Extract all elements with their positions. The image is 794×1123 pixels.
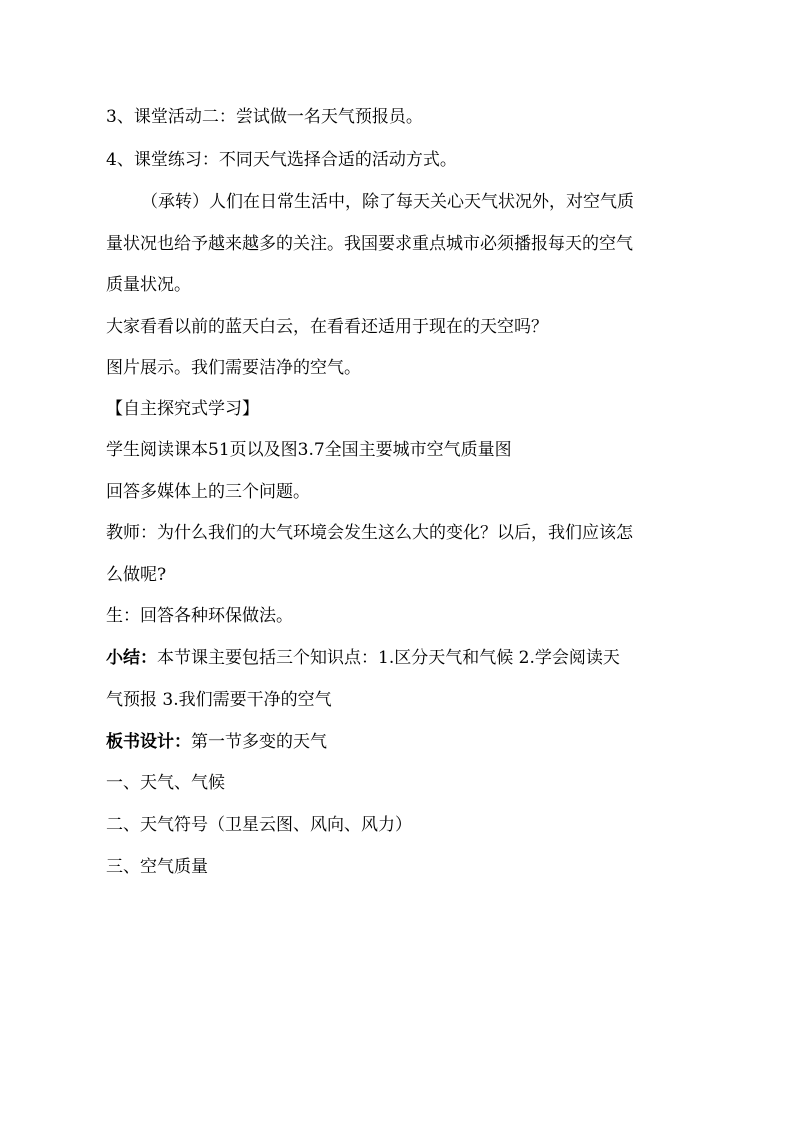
reading-line: 学生阅读课本51页以及图3.7全国主要城市空气质量图 [106,440,512,460]
summary-label: 小结： [106,648,157,668]
question-line: 大家看看以前的蓝天白云，在看看还适用于现在的天空吗？ [106,317,548,337]
summary-text: 本节课主要包括三个知识点：1.区分天气和气候 2.学会阅读天 [157,648,620,668]
transition-line-2: 量状况也给予越来越多的关注。我国要求重点城市必须播报每天的空气 [106,234,633,254]
summary-line-1 [106,647,620,669]
section-heading: 【自主探究式学习】 [106,399,259,419]
board-design-label: 板书设计： [106,732,191,752]
board-design-text: 第一节多变的天气 [191,732,327,752]
board-design-line [106,731,327,753]
transition-line-1: （承转）人们在日常生活中，除了每天关心天气状况外，对空气质 [141,192,634,212]
answer-line: 回答多媒体上的三个问题。 [106,482,310,502]
practice-line: 4、课堂练习：不同天气选择合适的活动方式。 [106,150,457,170]
teacher-line-1: 教师：为什么我们的大气环境会发生这么大的变化？以后，我们应该怎 [106,523,633,543]
summary-line-2: 气预报 3.我们需要干净的空气 [106,690,332,710]
picture-line: 图片展示。我们需要洁净的空气。 [106,358,361,378]
student-line: 生：回答各种环保做法。 [106,606,293,626]
activity-two-line: 3、课堂活动二：尝试做一名天气预报员。 [106,107,423,127]
outline-item-1: 一、天气、气候 [106,773,225,793]
teacher-line-2: 么做呢? [106,565,167,585]
outline-item-2: 二、天气符号（卫星云图、风向、风力） [106,815,412,835]
transition-line-3: 质量状况。 [106,275,191,295]
outline-item-3: 三、空气质量 [106,857,208,877]
